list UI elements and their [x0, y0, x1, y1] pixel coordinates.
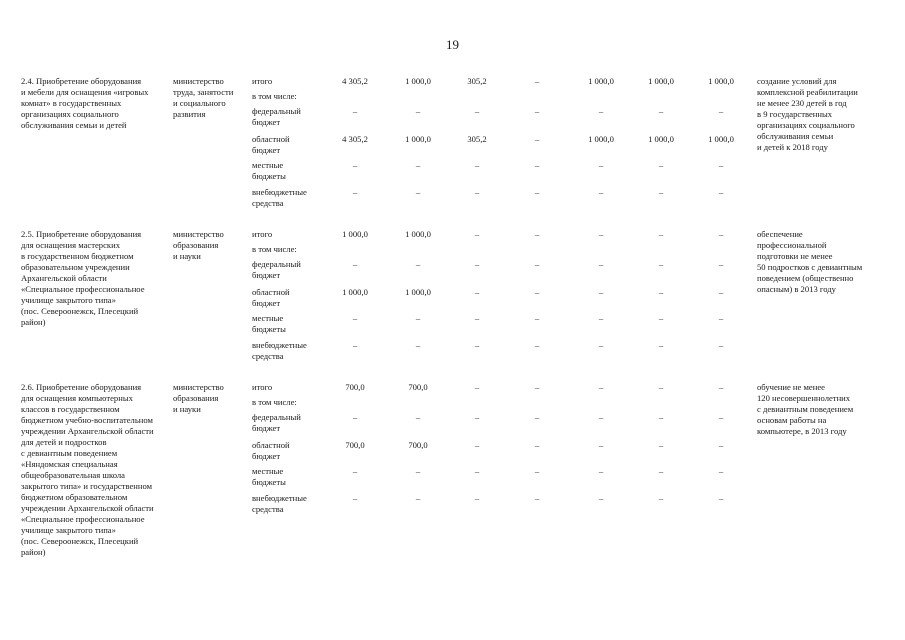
funding-value: 700,0 [408, 382, 428, 392]
funding-value: 1 000,0 [405, 229, 431, 239]
funding-value: – [534, 187, 540, 197]
responsible-line: и науки [173, 251, 201, 261]
funding-value: – [534, 160, 540, 170]
funding-value: – [718, 259, 724, 269]
event-name-line: 2.4. Приобретение оборудования [21, 76, 142, 86]
responsible-line: развития [173, 109, 206, 119]
funding-value: – [598, 493, 604, 503]
funding-source-label [252, 134, 324, 156]
funding-value: – [474, 106, 480, 116]
funding-source-line: внебюджетные [252, 187, 307, 197]
funding-source-label [252, 229, 324, 240]
expected-result-line: обеспечение [757, 229, 803, 239]
event-name-line: для детей и подростков [21, 437, 107, 447]
funding-value: 700,0 [345, 440, 365, 450]
funding-source-label [252, 466, 324, 488]
funding-value: – [415, 493, 421, 503]
event-name-line: 2.5. Приобретение оборудования [21, 229, 142, 239]
funding-value: – [415, 466, 421, 476]
funding-value: – [474, 340, 480, 350]
funding-value: – [415, 412, 421, 422]
event-name-line: для оснащения компьютерных [21, 393, 133, 403]
funding-value: – [718, 412, 724, 422]
funding-source-label [252, 187, 324, 209]
funding-source-line: областной [252, 134, 290, 144]
funding-value: – [718, 440, 724, 450]
funding-value: – [415, 259, 421, 269]
funding-value: – [474, 493, 480, 503]
funding-source-label [252, 106, 324, 128]
funding-value: – [598, 412, 604, 422]
funding-value: – [658, 160, 664, 170]
responsible-line: труда, занятости [173, 87, 234, 97]
funding-value: – [534, 259, 540, 269]
funding-source-line: местные [252, 466, 284, 476]
expected-result-cell [757, 76, 897, 153]
event-name-line: в государственном бюджетном [21, 251, 134, 261]
event-name-line: организациях социального [21, 109, 119, 119]
funding-value: – [598, 106, 604, 116]
expected-result-line: создание условий для [757, 76, 837, 86]
funding-source-line: областной [252, 440, 290, 450]
expected-result-line: обучение не менее [757, 382, 825, 392]
funding-value: – [352, 313, 358, 323]
funding-value: 4 305,2 [342, 134, 368, 144]
funding-source-line: внебюджетные [252, 340, 307, 350]
funding-source-line: средства [252, 504, 284, 514]
funding-value: – [534, 134, 540, 144]
funding-value: – [352, 106, 358, 116]
expected-result-line: не менее 230 детей в год [757, 98, 847, 108]
funding-value: – [474, 440, 480, 450]
funding-source-line: итого [252, 229, 273, 239]
expected-result-line: и детей к 2018 году [757, 142, 828, 152]
funding-value: – [718, 160, 724, 170]
funding-value: – [598, 382, 604, 392]
event-name-cell [21, 229, 169, 328]
funding-value: – [534, 466, 540, 476]
funding-value: – [352, 412, 358, 422]
funding-value: – [718, 340, 724, 350]
funding-value: 1 000,0 [708, 134, 734, 144]
event-name-line: бюджетном учебно-воспитательном [21, 415, 153, 425]
responsible-cell [173, 382, 245, 415]
funding-value: 1 000,0 [648, 76, 674, 86]
funding-source-line: областной [252, 287, 290, 297]
event-name-line: (пос. Североонежск, Плесецкий [21, 306, 139, 316]
event-name-line: училище закрытого типа» [21, 295, 116, 305]
funding-source-label [252, 259, 324, 281]
funding-value: – [598, 187, 604, 197]
event-name-line: район) [21, 547, 46, 557]
event-name-line: 2.6. Приобретение оборудования [21, 382, 142, 392]
funding-value: – [415, 187, 421, 197]
funding-value: – [534, 229, 540, 239]
funding-value: – [534, 412, 540, 422]
funding-source-line: местные [252, 313, 284, 323]
funding-value: – [474, 160, 480, 170]
funding-value: – [474, 187, 480, 197]
expected-result-line: опасным) в 2013 году [757, 284, 836, 294]
responsible-line: министерство [173, 229, 224, 239]
funding-source-label [252, 440, 324, 462]
funding-value: – [718, 106, 724, 116]
expected-result-line: подготовки не менее [757, 251, 833, 261]
funding-value: – [474, 412, 480, 422]
responsible-line: и социального [173, 98, 226, 108]
funding-value: – [534, 76, 540, 86]
funding-value: – [658, 259, 664, 269]
expected-result-line: комплексной реабилитации [757, 87, 858, 97]
funding-value: – [658, 287, 664, 297]
event-name-line: «Специальное профессиональное [21, 514, 145, 524]
funding-value: – [352, 160, 358, 170]
expected-result-line: обслуживания семьи [757, 131, 834, 141]
funding-value: – [658, 412, 664, 422]
funding-source-line: в том числе: [252, 244, 297, 254]
funding-source-line: федеральный [252, 106, 301, 116]
event-name-cell [21, 382, 169, 558]
funding-source-label [252, 493, 324, 515]
funding-value: – [474, 287, 480, 297]
event-name-line: с девиантным поведением [21, 448, 118, 458]
event-name-line: и мебели для оснащения «игровых [21, 87, 149, 97]
funding-value: – [658, 106, 664, 116]
funding-source-label [252, 76, 324, 87]
funding-value: 700,0 [408, 440, 428, 450]
funding-value: – [718, 229, 724, 239]
event-name-line: учреждении Архангельской области [21, 426, 154, 436]
funding-value: 4 305,2 [342, 76, 368, 86]
funding-source-label [252, 313, 324, 335]
event-name-line: классов в государственном [21, 404, 120, 414]
funding-source-label [252, 91, 324, 102]
funding-source-line: местные [252, 160, 284, 170]
funding-value: – [598, 287, 604, 297]
funding-value: 1 000,0 [342, 287, 368, 297]
funding-value: – [598, 229, 604, 239]
funding-value: – [534, 313, 540, 323]
funding-value: 700,0 [345, 382, 365, 392]
event-name-line: (пос. Североонежск, Плесецкий [21, 536, 139, 546]
funding-value: 1 000,0 [405, 134, 431, 144]
funding-value: 1 000,0 [405, 76, 431, 86]
funding-source-line: бюджеты [252, 324, 286, 334]
funding-source-label [252, 412, 324, 434]
funding-value: 1 000,0 [342, 229, 368, 239]
event-name-line: бюджетном образовательном [21, 492, 128, 502]
funding-value: – [598, 259, 604, 269]
event-name-line: «Няндомская специальная [21, 459, 118, 469]
funding-source-label [252, 160, 324, 182]
funding-source-label [252, 287, 324, 309]
funding-value: – [415, 340, 421, 350]
funding-source-line: средства [252, 198, 284, 208]
funding-value: – [658, 493, 664, 503]
responsible-line: и науки [173, 404, 201, 414]
funding-value: – [352, 187, 358, 197]
funding-value: – [658, 313, 664, 323]
funding-value: – [415, 160, 421, 170]
responsible-line: образования [173, 393, 219, 403]
funding-value: – [718, 287, 724, 297]
expected-result-line: поведением (общественно [757, 273, 854, 283]
funding-value: – [718, 313, 724, 323]
funding-value: – [352, 493, 358, 503]
funding-source-line: бюджеты [252, 477, 286, 487]
expected-result-line: 50 подростков с девиантным [757, 262, 863, 272]
funding-source-line: федеральный [252, 412, 301, 422]
funding-value: – [598, 340, 604, 350]
event-name-cell [21, 76, 169, 131]
funding-source-line: бюджет [252, 423, 281, 433]
funding-value: 1 000,0 [708, 76, 734, 86]
funding-value: – [598, 313, 604, 323]
responsible-line: министерство [173, 382, 224, 392]
funding-value: – [534, 340, 540, 350]
event-name-line: закрытого типа» и государственном [21, 481, 153, 491]
event-name-line: Архангельской области [21, 273, 107, 283]
funding-source-line: внебюджетные [252, 493, 307, 503]
funding-source-line: средства [252, 351, 284, 361]
expected-result-line: компьютере, в 2013 году [757, 426, 847, 436]
responsible-line: министерство [173, 76, 224, 86]
funding-value: 1 000,0 [588, 134, 614, 144]
expected-result-line: организациях социального [757, 120, 855, 130]
funding-source-line: итого [252, 76, 273, 86]
funding-value: – [598, 466, 604, 476]
funding-value: – [352, 259, 358, 269]
funding-value: – [718, 466, 724, 476]
event-name-line: район) [21, 317, 46, 327]
funding-source-line: итого [252, 382, 273, 392]
expected-result-line: 120 несовершеннолетних [757, 393, 851, 403]
expected-result-line: профессиональной [757, 240, 827, 250]
funding-source-line: бюджет [252, 270, 281, 280]
funding-source-line: бюджет [252, 117, 281, 127]
funding-value: – [658, 229, 664, 239]
funding-value: – [598, 160, 604, 170]
funding-value: 305,2 [467, 134, 487, 144]
event-name-line: обслуживания семьи и детей [21, 120, 127, 130]
funding-value: – [352, 466, 358, 476]
funding-value: – [534, 440, 540, 450]
funding-value: – [474, 382, 480, 392]
funding-value: – [658, 187, 664, 197]
funding-value: 305,2 [467, 76, 487, 86]
funding-source-line: федеральный [252, 259, 301, 269]
funding-source-label [252, 397, 324, 408]
funding-value: – [415, 313, 421, 323]
funding-source-label [252, 244, 324, 255]
funding-source-label [252, 340, 324, 362]
funding-value: – [534, 287, 540, 297]
expected-result-cell [757, 229, 897, 295]
funding-value: – [415, 106, 421, 116]
responsible-cell [173, 229, 245, 262]
event-name-line: комнат» в государственных [21, 98, 122, 108]
event-name-line: для оснащения мастерских [21, 240, 120, 250]
funding-value: – [352, 340, 358, 350]
funding-value: – [598, 440, 604, 450]
funding-value: – [474, 466, 480, 476]
funding-source-line: бюджет [252, 145, 281, 155]
funding-value: – [718, 493, 724, 503]
funding-value: – [474, 313, 480, 323]
expected-result-line: основам работы на [757, 415, 827, 425]
event-name-line: учреждении Архангельской области [21, 503, 154, 513]
funding-value: – [658, 340, 664, 350]
funding-value: – [658, 382, 664, 392]
funding-source-line: бюджеты [252, 171, 286, 181]
funding-source-line: в том числе: [252, 397, 297, 407]
page-number: 19 [446, 37, 459, 52]
funding-value: – [718, 187, 724, 197]
funding-value: 1 000,0 [648, 134, 674, 144]
funding-value: – [474, 259, 480, 269]
event-name-line: образовательном учреждении [21, 262, 130, 272]
funding-value: 1 000,0 [588, 76, 614, 86]
responsible-cell [173, 76, 245, 120]
funding-value: – [534, 493, 540, 503]
funding-source-line: бюджет [252, 298, 281, 308]
expected-result-cell [757, 382, 897, 437]
funding-value: – [658, 440, 664, 450]
expected-result-line: в 9 государственных [757, 109, 833, 119]
responsible-line: образования [173, 240, 219, 250]
funding-value: – [474, 229, 480, 239]
funding-source-line: в том числе: [252, 91, 297, 101]
funding-source-line: бюджет [252, 451, 281, 461]
funding-value: – [658, 466, 664, 476]
funding-value: – [718, 382, 724, 392]
funding-source-label [252, 382, 324, 393]
expected-result-line: с девиантным поведением [757, 404, 854, 414]
funding-value: 1 000,0 [405, 287, 431, 297]
funding-value: – [534, 106, 540, 116]
event-name-line: училище закрытого типа» [21, 525, 116, 535]
event-name-line: «Специальное профессиональное [21, 284, 145, 294]
funding-value: – [534, 382, 540, 392]
event-name-line: общеобразовательная школа [21, 470, 125, 480]
